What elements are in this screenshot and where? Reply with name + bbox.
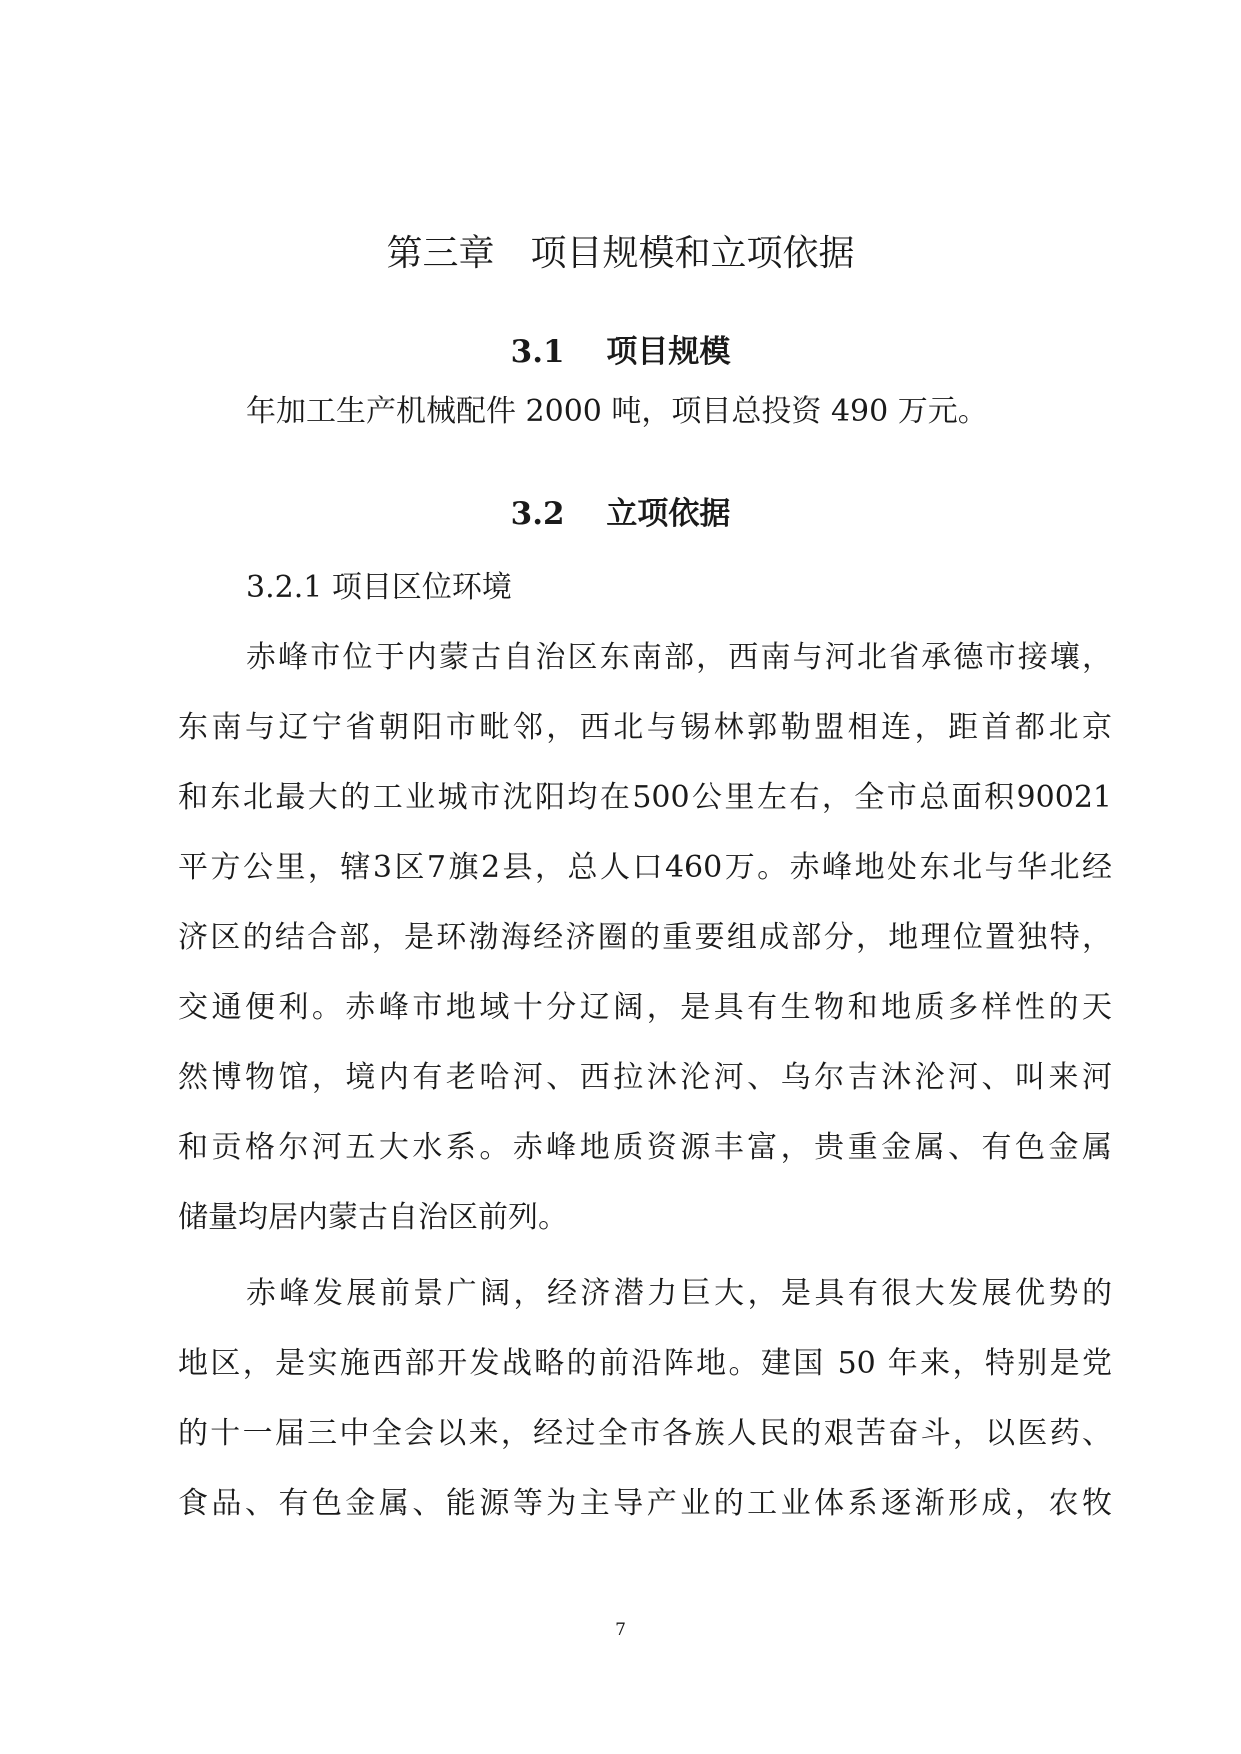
paragraph-line: 交通便利。赤峰市地域十分辽阔，是具有生物和地质多样性的天	[178, 990, 1112, 1025]
paragraph-line: 赤峰发展前景广阔，经济潜力巨大，是具有很大发展优势的	[246, 1276, 1112, 1311]
paragraph-line: 然博物馆，境内有老哈河、西拉沐沦河、乌尔吉沐沦河、叫来河	[178, 1060, 1112, 1095]
paragraph-line: 食品、有色金属、能源等为主导产业的工业体系逐渐形成，农牧	[178, 1486, 1112, 1521]
subheading-3-2-1: 3.2.1 项目区位环境	[246, 570, 512, 605]
section-heading-3-2: 3.2 立项依据	[510, 496, 731, 532]
paragraph-line: 和贡格尔河五大水系。赤峰地质资源丰富，贵重金属、有色金属	[178, 1130, 1112, 1165]
section-heading-3-1: 3.1 项目规模	[510, 334, 731, 370]
chapter-title: 第三章 项目规模和立项依据	[386, 233, 855, 274]
page-number: 7	[615, 1620, 626, 1640]
paragraph-line: 储量均居内蒙古自治区前列。	[178, 1200, 568, 1235]
paragraph-line: 的十一届三中全会以来，经过全市各族人民的艰苦奋斗，以医药、	[178, 1416, 1112, 1451]
paragraph-line: 东南与辽宁省朝阳市毗邻，西北与锡林郭勒盟相连，距首都北京	[178, 710, 1112, 745]
paragraph-line: 赤峰市位于内蒙古自治区东南部，西南与河北省承德市接壤，	[246, 640, 1112, 675]
section-3-1-text: 年加工生产机械配件 2000 吨，项目总投资 490 万元。	[246, 394, 988, 429]
paragraph-line: 平方公里，辖3区7旗2县，总人口460万。赤峰地处东北与华北经	[178, 850, 1112, 885]
paragraph-line: 济区的结合部，是环渤海经济圈的重要组成部分，地理位置独特，	[178, 920, 1112, 955]
paragraph-line: 地区，是实施西部开发战略的前沿阵地。建国 50 年来，特别是党	[178, 1346, 1112, 1381]
paragraph-line: 和东北最大的工业城市沈阳均在500公里左右，全市总面积90021	[178, 780, 1112, 815]
